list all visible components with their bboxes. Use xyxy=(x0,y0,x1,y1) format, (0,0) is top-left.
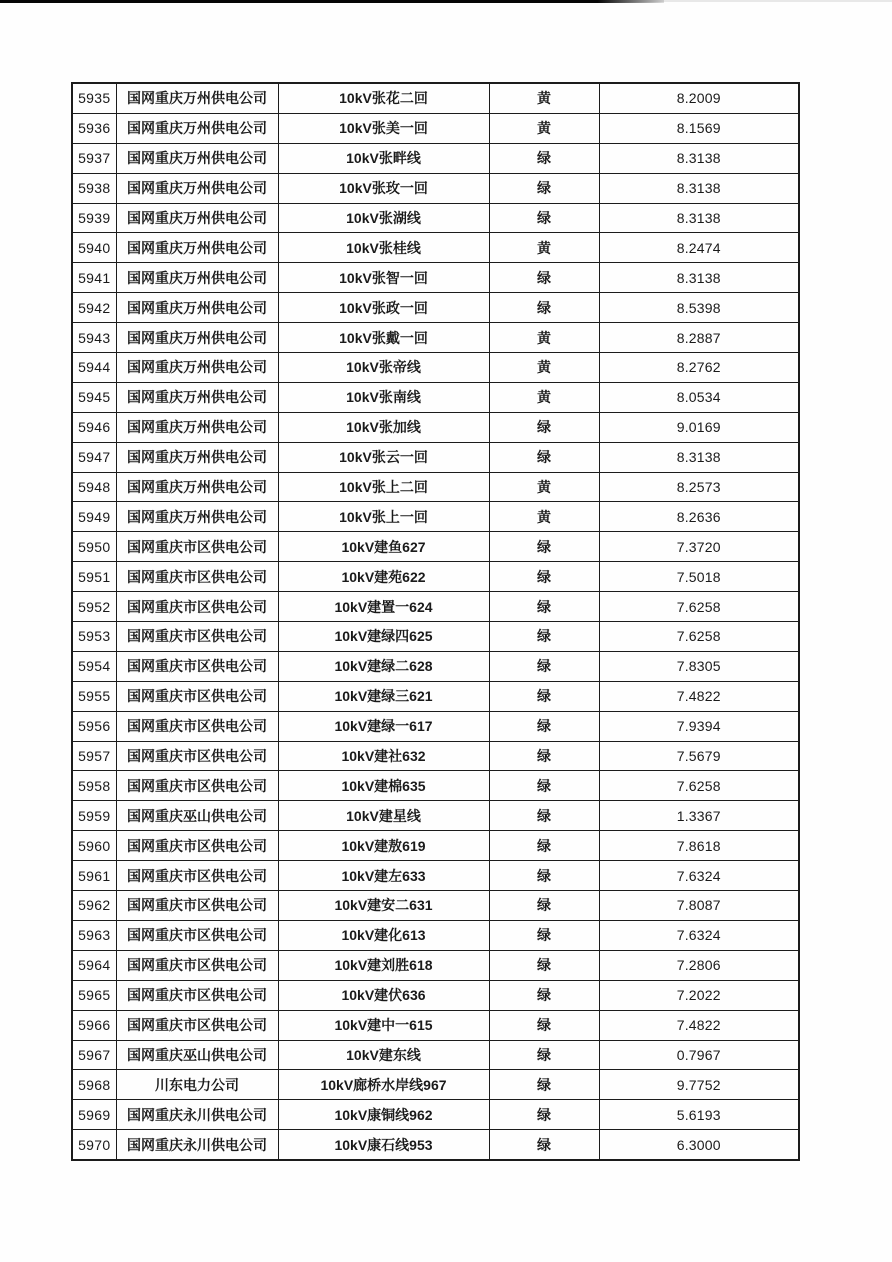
table-row xyxy=(72,1010,799,1040)
line-name-cell: 10kV建中一615 xyxy=(278,1010,489,1040)
company-cell: 国网重庆市区供电公司 xyxy=(116,651,278,681)
company-cell: 国网重庆市区供电公司 xyxy=(116,562,278,592)
line-name-cell: 10kV建社632 xyxy=(278,741,489,771)
value-cell: 8.0534 xyxy=(599,382,799,412)
table-row xyxy=(72,233,799,263)
row-id-cell: 5935 xyxy=(72,83,116,113)
value-cell: 8.2887 xyxy=(599,323,799,353)
status-color-cell: 绿 xyxy=(489,562,599,592)
value-cell: 7.6258 xyxy=(599,622,799,652)
table-row xyxy=(72,113,799,143)
row-id-cell: 5960 xyxy=(72,831,116,861)
table-row xyxy=(72,382,799,412)
table-row xyxy=(72,353,799,383)
row-id-cell: 5937 xyxy=(72,143,116,173)
company-cell: 国网重庆万州供电公司 xyxy=(116,442,278,472)
row-id-cell: 5959 xyxy=(72,801,116,831)
company-cell: 国网重庆市区供电公司 xyxy=(116,891,278,921)
table-row xyxy=(72,1040,799,1070)
row-id-cell: 5941 xyxy=(72,263,116,293)
status-color-cell: 绿 xyxy=(489,412,599,442)
scan-edge-artifact-bar xyxy=(0,0,664,3)
company-cell: 国网重庆市区供电公司 xyxy=(116,980,278,1010)
value-cell: 9.0169 xyxy=(599,412,799,442)
row-id-cell: 5967 xyxy=(72,1040,116,1070)
status-color-cell: 绿 xyxy=(489,143,599,173)
row-id-cell: 5939 xyxy=(72,203,116,233)
table-row xyxy=(72,891,799,921)
value-cell: 7.6258 xyxy=(599,771,799,801)
company-cell: 国网重庆万州供电公司 xyxy=(116,323,278,353)
line-name-cell: 10kV张湖线 xyxy=(278,203,489,233)
row-id-cell: 5953 xyxy=(72,622,116,652)
line-name-cell: 10kV张美一回 xyxy=(278,113,489,143)
value-cell: 8.3138 xyxy=(599,143,799,173)
line-name-cell: 10kV张上一回 xyxy=(278,502,489,532)
row-id-cell: 5963 xyxy=(72,920,116,950)
status-color-cell: 绿 xyxy=(489,801,599,831)
line-name-cell: 10kV建棉635 xyxy=(278,771,489,801)
line-name-cell: 10kV张南线 xyxy=(278,382,489,412)
status-color-cell: 绿 xyxy=(489,293,599,323)
line-name-cell: 10kV建星线 xyxy=(278,801,489,831)
row-id-cell: 5949 xyxy=(72,502,116,532)
value-cell: 8.3138 xyxy=(599,442,799,472)
table-row xyxy=(72,472,799,502)
table-row xyxy=(72,1070,799,1100)
company-cell: 国网重庆万州供电公司 xyxy=(116,233,278,263)
value-cell: 7.8618 xyxy=(599,831,799,861)
company-cell: 国网重庆万州供电公司 xyxy=(116,173,278,203)
row-id-cell: 5943 xyxy=(72,323,116,353)
status-color-cell: 绿 xyxy=(489,980,599,1010)
line-name-cell: 10kV康铜线962 xyxy=(278,1100,489,1130)
value-cell: 8.2009 xyxy=(599,83,799,113)
row-id-cell: 5940 xyxy=(72,233,116,263)
company-cell: 国网重庆万州供电公司 xyxy=(116,382,278,412)
company-cell: 国网重庆市区供电公司 xyxy=(116,920,278,950)
row-id-cell: 5961 xyxy=(72,861,116,891)
value-cell: 6.3000 xyxy=(599,1130,799,1160)
row-id-cell: 5950 xyxy=(72,532,116,562)
company-cell: 国网重庆市区供电公司 xyxy=(116,741,278,771)
status-color-cell: 黄 xyxy=(489,502,599,532)
status-color-cell: 绿 xyxy=(489,203,599,233)
line-name-cell: 10kV建置一624 xyxy=(278,592,489,622)
line-name-cell: 10kV张桂线 xyxy=(278,233,489,263)
status-color-cell: 绿 xyxy=(489,1070,599,1100)
line-name-cell: 10kV张智一回 xyxy=(278,263,489,293)
value-cell: 8.2474 xyxy=(599,233,799,263)
value-cell: 7.3720 xyxy=(599,532,799,562)
company-cell: 国网重庆市区供电公司 xyxy=(116,622,278,652)
status-color-cell: 黄 xyxy=(489,382,599,412)
row-id-cell: 5936 xyxy=(72,113,116,143)
status-color-cell: 黄 xyxy=(489,83,599,113)
line-name-cell: 10kV建东线 xyxy=(278,1040,489,1070)
status-color-cell: 绿 xyxy=(489,532,599,562)
status-color-cell: 绿 xyxy=(489,1010,599,1040)
status-color-cell: 绿 xyxy=(489,622,599,652)
company-cell: 国网重庆万州供电公司 xyxy=(116,502,278,532)
table-row xyxy=(72,741,799,771)
company-cell: 国网重庆市区供电公司 xyxy=(116,681,278,711)
row-id-cell: 5952 xyxy=(72,592,116,622)
value-cell: 8.3138 xyxy=(599,203,799,233)
status-color-cell: 绿 xyxy=(489,442,599,472)
value-cell: 8.1569 xyxy=(599,113,799,143)
value-cell: 7.4822 xyxy=(599,681,799,711)
line-name-cell: 10kV康石线953 xyxy=(278,1130,489,1160)
table-row xyxy=(72,143,799,173)
line-name-cell: 10kV张上二回 xyxy=(278,472,489,502)
company-cell: 国网重庆万州供电公司 xyxy=(116,472,278,502)
table-row xyxy=(72,203,799,233)
row-id-cell: 5947 xyxy=(72,442,116,472)
table-row xyxy=(72,1100,799,1130)
status-color-cell: 绿 xyxy=(489,1130,599,1160)
status-color-cell: 黄 xyxy=(489,113,599,143)
status-color-cell: 绿 xyxy=(489,1040,599,1070)
table-row xyxy=(72,442,799,472)
row-id-cell: 5942 xyxy=(72,293,116,323)
company-cell: 国网重庆万州供电公司 xyxy=(116,113,278,143)
company-cell: 国网重庆万州供电公司 xyxy=(116,83,278,113)
status-color-cell: 绿 xyxy=(489,592,599,622)
line-name-cell: 10kV建安二631 xyxy=(278,891,489,921)
value-cell: 7.4822 xyxy=(599,1010,799,1040)
status-color-cell: 黄 xyxy=(489,233,599,263)
line-name-cell: 10kV建绿二628 xyxy=(278,651,489,681)
row-id-cell: 5945 xyxy=(72,382,116,412)
line-name-cell: 10kV廊桥水岸线967 xyxy=(278,1070,489,1100)
status-color-cell: 绿 xyxy=(489,861,599,891)
row-id-cell: 5956 xyxy=(72,711,116,741)
status-color-cell: 绿 xyxy=(489,651,599,681)
row-id-cell: 5946 xyxy=(72,412,116,442)
value-cell: 8.2636 xyxy=(599,502,799,532)
line-name-cell: 10kV张畔线 xyxy=(278,143,489,173)
value-cell: 7.6258 xyxy=(599,592,799,622)
status-color-cell: 绿 xyxy=(489,173,599,203)
table-row xyxy=(72,801,799,831)
company-cell: 国网重庆市区供电公司 xyxy=(116,861,278,891)
row-id-cell: 5966 xyxy=(72,1010,116,1040)
row-id-cell: 5970 xyxy=(72,1130,116,1160)
status-color-cell: 绿 xyxy=(489,831,599,861)
company-cell: 国网重庆市区供电公司 xyxy=(116,771,278,801)
status-color-cell: 绿 xyxy=(489,771,599,801)
value-cell: 8.3138 xyxy=(599,263,799,293)
company-cell: 国网重庆永川供电公司 xyxy=(116,1130,278,1160)
table-row xyxy=(72,592,799,622)
company-cell: 国网重庆万州供电公司 xyxy=(116,203,278,233)
company-cell: 国网重庆巫山供电公司 xyxy=(116,801,278,831)
status-color-cell: 绿 xyxy=(489,891,599,921)
status-color-cell: 黄 xyxy=(489,323,599,353)
company-cell: 国网重庆市区供电公司 xyxy=(116,1010,278,1040)
row-id-cell: 5948 xyxy=(72,472,116,502)
company-cell: 国网重庆永川供电公司 xyxy=(116,1100,278,1130)
line-name-cell: 10kV张云一回 xyxy=(278,442,489,472)
row-id-cell: 5954 xyxy=(72,651,116,681)
company-cell: 国网重庆市区供电公司 xyxy=(116,532,278,562)
value-cell: 7.5679 xyxy=(599,741,799,771)
status-color-cell: 绿 xyxy=(489,741,599,771)
value-cell: 8.5398 xyxy=(599,293,799,323)
value-cell: 8.3138 xyxy=(599,173,799,203)
status-color-cell: 绿 xyxy=(489,950,599,980)
table-row xyxy=(72,681,799,711)
line-name-cell: 10kV建伏636 xyxy=(278,980,489,1010)
table-row xyxy=(72,263,799,293)
line-name-cell: 10kV建苑622 xyxy=(278,562,489,592)
company-cell: 国网重庆巫山供电公司 xyxy=(116,1040,278,1070)
company-cell: 国网重庆万州供电公司 xyxy=(116,353,278,383)
table-row xyxy=(72,532,799,562)
table-row xyxy=(72,980,799,1010)
company-cell: 国网重庆市区供电公司 xyxy=(116,950,278,980)
value-cell: 1.3367 xyxy=(599,801,799,831)
line-name-cell: 10kV建刘胜618 xyxy=(278,950,489,980)
status-color-cell: 绿 xyxy=(489,711,599,741)
value-cell: 7.8305 xyxy=(599,651,799,681)
row-id-cell: 5964 xyxy=(72,950,116,980)
row-id-cell: 5951 xyxy=(72,562,116,592)
company-cell: 国网重庆万州供电公司 xyxy=(116,412,278,442)
row-id-cell: 5969 xyxy=(72,1100,116,1130)
table-row xyxy=(72,83,799,113)
table-row xyxy=(72,622,799,652)
company-cell: 川东电力公司 xyxy=(116,1070,278,1100)
row-id-cell: 5962 xyxy=(72,891,116,921)
value-cell: 7.8087 xyxy=(599,891,799,921)
status-color-cell: 黄 xyxy=(489,353,599,383)
row-id-cell: 5965 xyxy=(72,980,116,1010)
value-cell: 5.6193 xyxy=(599,1100,799,1130)
row-id-cell: 5958 xyxy=(72,771,116,801)
row-id-cell: 5957 xyxy=(72,741,116,771)
table-row xyxy=(72,950,799,980)
status-color-cell: 绿 xyxy=(489,263,599,293)
line-name-cell: 10kV建左633 xyxy=(278,861,489,891)
line-name-cell: 10kV张玫一回 xyxy=(278,173,489,203)
value-cell: 7.9394 xyxy=(599,711,799,741)
line-name-cell: 10kV张政一回 xyxy=(278,293,489,323)
table-row xyxy=(72,920,799,950)
row-id-cell: 5944 xyxy=(72,353,116,383)
table-row xyxy=(72,502,799,532)
value-cell: 8.2573 xyxy=(599,472,799,502)
line-name-cell: 10kV建化613 xyxy=(278,920,489,950)
table-row xyxy=(72,711,799,741)
value-cell: 7.5018 xyxy=(599,562,799,592)
table-row xyxy=(72,293,799,323)
status-color-cell: 黄 xyxy=(489,472,599,502)
company-cell: 国网重庆市区供电公司 xyxy=(116,592,278,622)
table-row xyxy=(72,562,799,592)
line-name-cell: 10kV建敖619 xyxy=(278,831,489,861)
line-name-cell: 10kV建绿四625 xyxy=(278,622,489,652)
status-color-cell: 绿 xyxy=(489,681,599,711)
table-row xyxy=(72,412,799,442)
line-name-cell: 10kV建绿一617 xyxy=(278,711,489,741)
value-cell: 0.7967 xyxy=(599,1040,799,1070)
line-name-cell: 10kV张花二回 xyxy=(278,83,489,113)
table-body xyxy=(72,83,799,1160)
table-row xyxy=(72,771,799,801)
line-name-cell: 10kV张加线 xyxy=(278,412,489,442)
company-cell: 国网重庆市区供电公司 xyxy=(116,831,278,861)
status-color-cell: 绿 xyxy=(489,920,599,950)
value-cell: 7.2806 xyxy=(599,950,799,980)
table-row xyxy=(72,651,799,681)
company-cell: 国网重庆万州供电公司 xyxy=(116,263,278,293)
power-line-table xyxy=(71,82,800,1161)
line-name-cell: 10kV张帝线 xyxy=(278,353,489,383)
row-id-cell: 5955 xyxy=(72,681,116,711)
value-cell: 8.2762 xyxy=(599,353,799,383)
value-cell: 7.6324 xyxy=(599,920,799,950)
row-id-cell: 5968 xyxy=(72,1070,116,1100)
table-row xyxy=(72,323,799,353)
value-cell: 7.2022 xyxy=(599,980,799,1010)
value-cell: 7.6324 xyxy=(599,861,799,891)
company-cell: 国网重庆万州供电公司 xyxy=(116,143,278,173)
table-row xyxy=(72,173,799,203)
company-cell: 国网重庆万州供电公司 xyxy=(116,293,278,323)
line-name-cell: 10kV张戴一回 xyxy=(278,323,489,353)
table-row xyxy=(72,1130,799,1160)
value-cell: 9.7752 xyxy=(599,1070,799,1100)
company-cell: 国网重庆市区供电公司 xyxy=(116,711,278,741)
line-name-cell: 10kV建绿三621 xyxy=(278,681,489,711)
row-id-cell: 5938 xyxy=(72,173,116,203)
line-name-cell: 10kV建鱼627 xyxy=(278,532,489,562)
table-row xyxy=(72,831,799,861)
status-color-cell: 绿 xyxy=(489,1100,599,1130)
table-row xyxy=(72,861,799,891)
